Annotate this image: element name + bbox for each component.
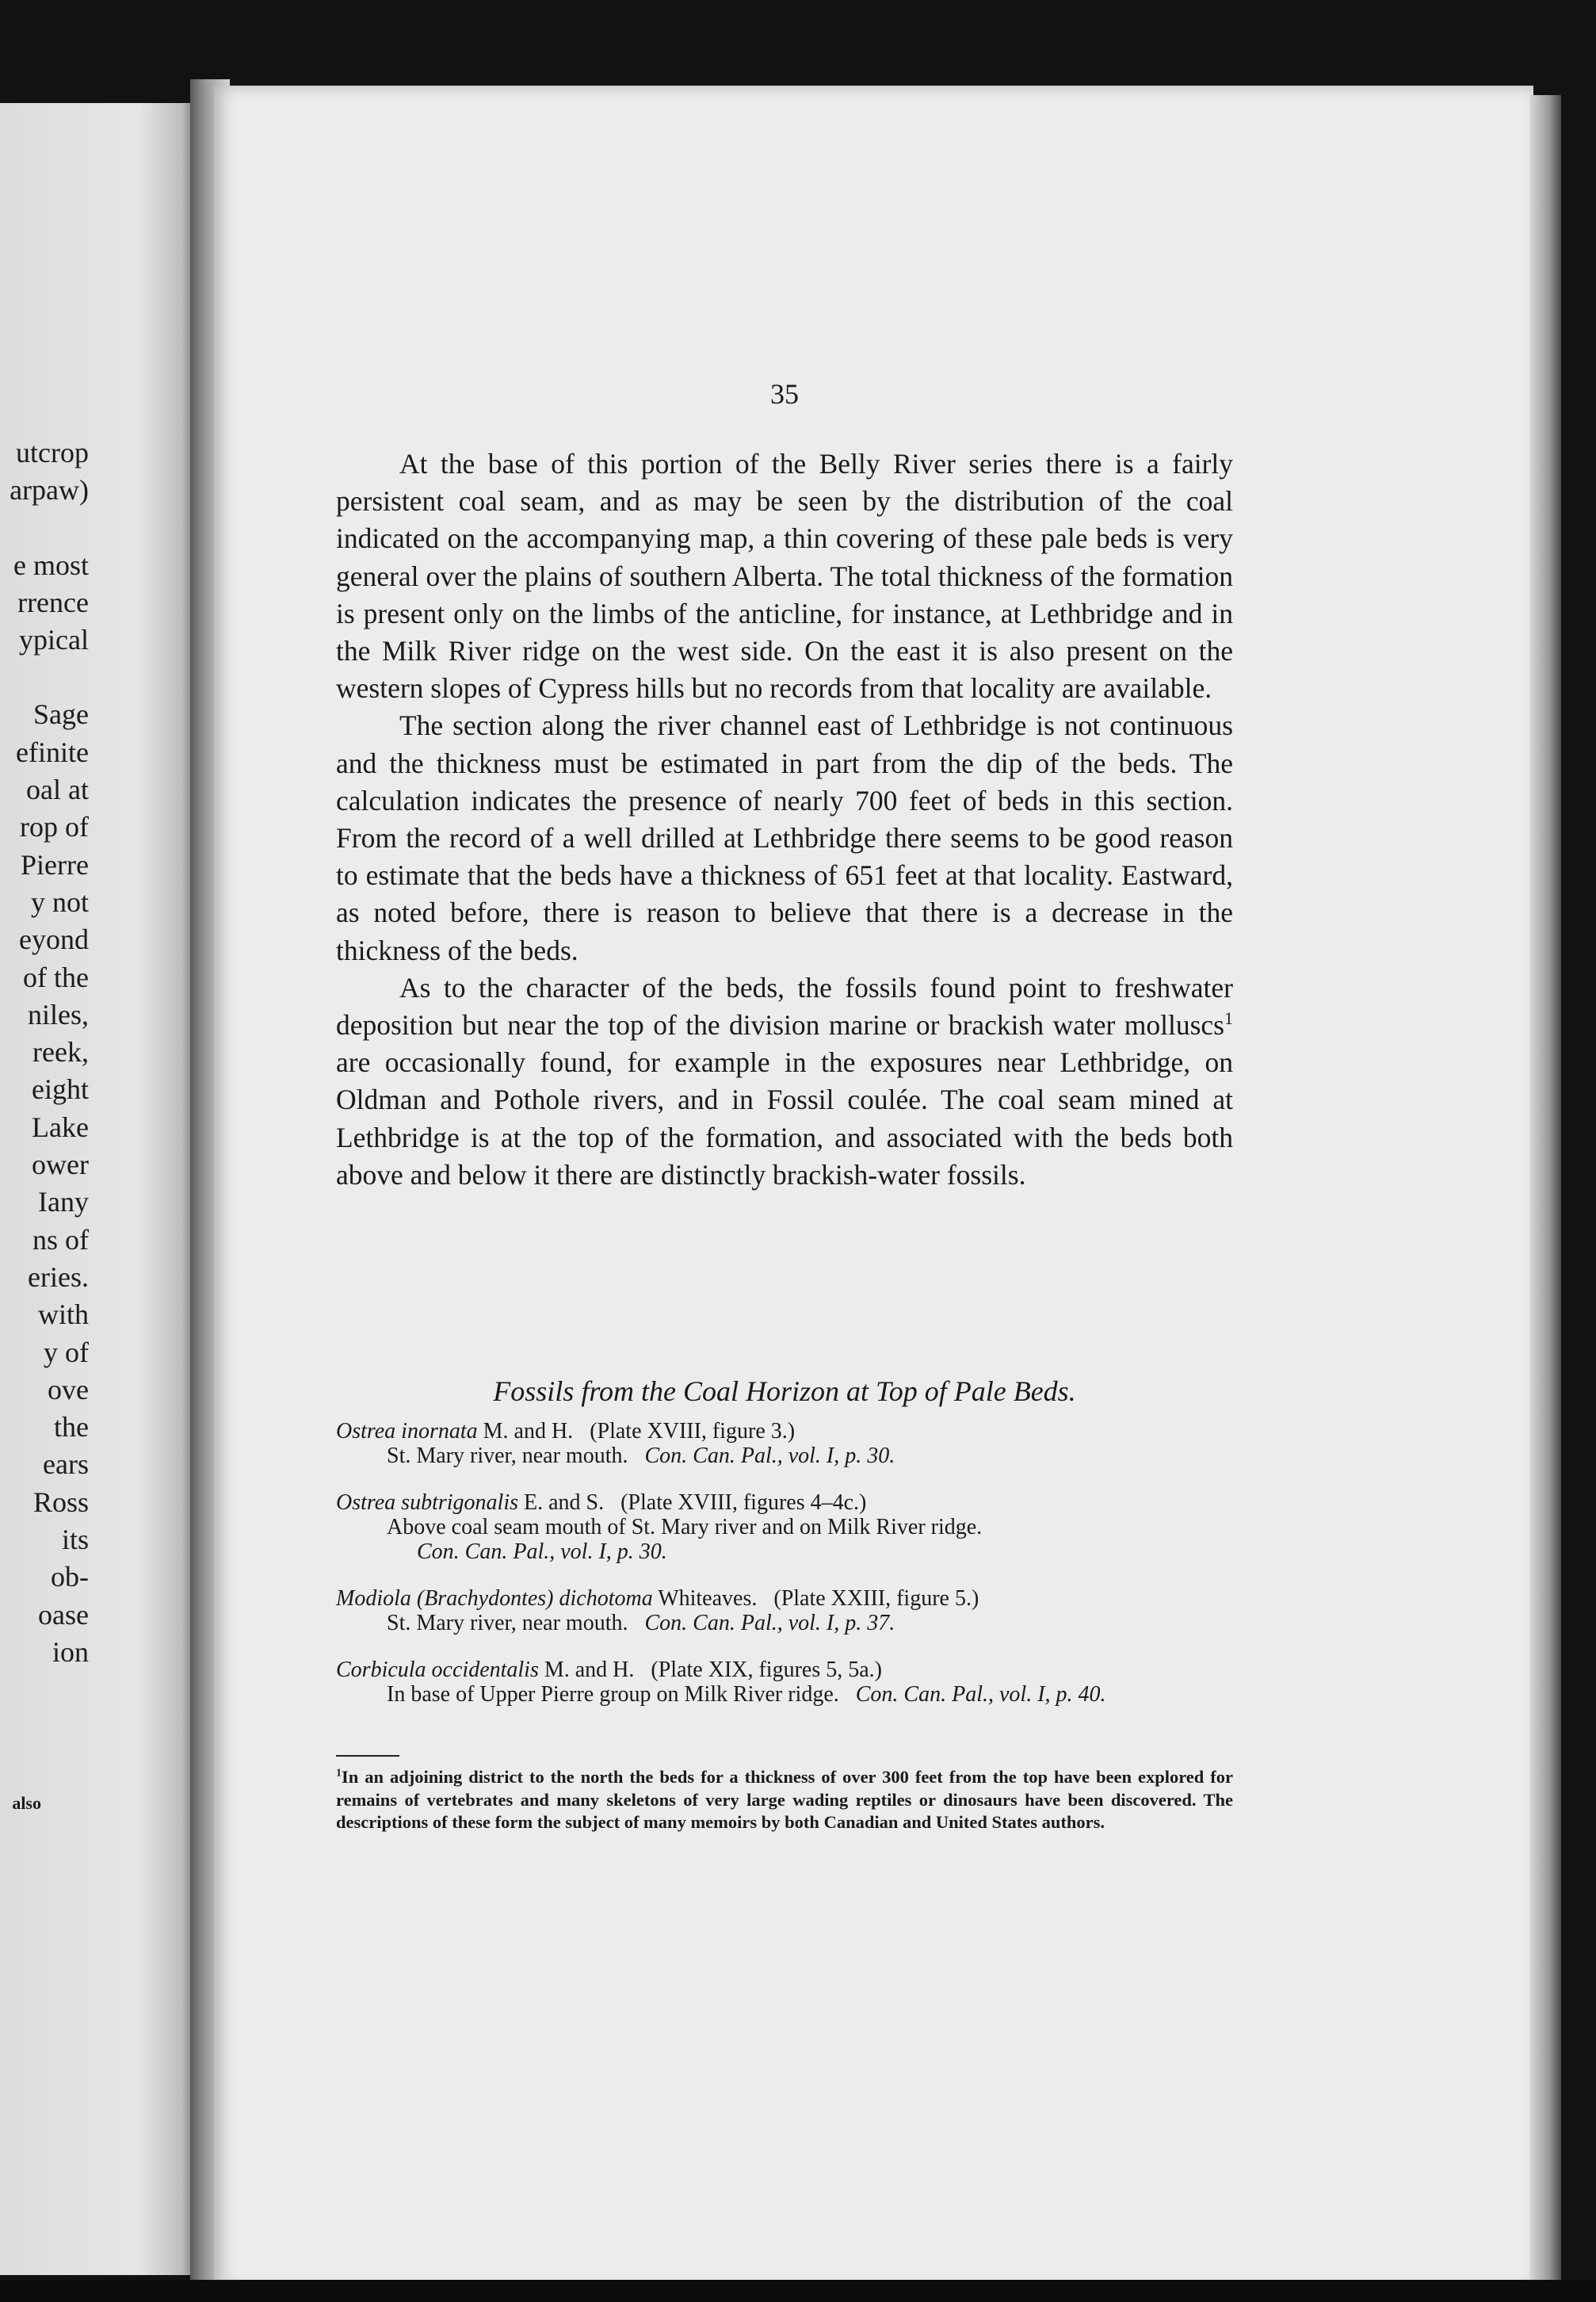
page-number: 35 <box>770 378 799 410</box>
fossil-plate: (Plate XVIII, figures 4–4c.) <box>620 1490 867 1515</box>
fossil-species: Corbicula occidentalis <box>336 1658 539 1682</box>
paragraph: At the base of this portion of the Belly River series there is a fairly persistent coal seam, and as may be seen by the distribution of the coal indicated on the accompanying map, a thin covering of these pale beds is very general over the plains of southern Alberta. The total thickness of the formation is present only on the limbs of the anticline, for instance, at Lethbridge and in the Milk River ridge on the west side. On the east it is also present on the western slopes of Cypress hills but no records from that locality are available. <box>336 448 1233 705</box>
left-page-fragment: eyond <box>19 923 89 956</box>
fossil-title-line <box>336 1586 1233 1611</box>
fossil-authors: Whiteaves. <box>652 1586 758 1611</box>
fossil-species: Modiola (Brachydontes) dichotoma <box>336 1586 653 1611</box>
left-page-fragment: y not <box>30 885 89 918</box>
left-page-fragment: Iany <box>38 1186 89 1218</box>
left-page-fragment: Sage <box>33 698 89 731</box>
fossil-title-line <box>336 1419 1233 1444</box>
fossil-locality-line <box>336 1515 1233 1539</box>
footnote-mark: 1 <box>336 1767 342 1780</box>
fossil-locality: In base of Upper Pierre group on Milk River ridge. <box>387 1682 839 1707</box>
fossil-entry <box>336 1586 1233 1635</box>
footnote <box>336 1766 1233 1834</box>
fossil-species: Ostrea inornata <box>336 1419 478 1444</box>
left-page-fragment: eight <box>32 1073 89 1106</box>
left-page-fragment: niles, <box>28 998 89 1031</box>
fossil-locality: St. Mary river, near mouth. <box>387 1611 628 1635</box>
left-page-fragment: ower <box>32 1149 89 1181</box>
fossil-entry <box>336 1419 1233 1468</box>
left-page-text-fragments <box>0 434 89 1671</box>
left-page-fragment: Lake <box>32 1111 89 1143</box>
fossil-locality-line <box>336 1682 1233 1707</box>
fossil-reference: Con. Can. Pal., vol. I, p. 30. <box>417 1539 667 1564</box>
fossil-locality-line <box>336 1444 1233 1468</box>
fossil-reference: Con. Can. Pal., vol. I, p. 40. <box>855 1682 1106 1707</box>
fossil-title-line <box>336 1490 1233 1515</box>
left-page-fragment: oase <box>38 1598 89 1631</box>
left-page-fragment: ears <box>43 1448 89 1481</box>
left-page-fragment: its <box>61 1524 89 1556</box>
left-page-fragment: of the <box>23 961 89 993</box>
footnote-rule <box>336 1755 399 1757</box>
fossil-plate: (Plate XVIII, figure 3.) <box>590 1419 796 1444</box>
paragraph: The section along the river channel east of Lethbridge is not continuous and the thickness must be estimated in part from the dip of the beds. The calculation indicates the presence of nearly 700 feet of beds in this section. From the record of a well drilled at Lethbridge there seems to be good reason to estimate that the beds have a thickness of 651 feet at that locality. Eastward, as noted before, there is reason to believe that there is a decrease in the thickness of the beds. <box>336 709 1233 966</box>
left-page-fragment: eries. <box>28 1260 89 1293</box>
paragraph-text: As to the character of the beds, the fossils found point to freshwater deposition but near the top of the division marine or brackish water molluscs <box>336 971 1233 1042</box>
left-page-fragment: with <box>37 1298 89 1331</box>
left-page-fragment: Ross <box>32 1486 89 1518</box>
left-page-fragment: oal at <box>26 774 89 806</box>
fossil-entry <box>336 1490 1233 1564</box>
left-page-fragment: ob- <box>51 1561 89 1593</box>
fossil-entry <box>336 1658 1233 1707</box>
scan-bottom-band <box>0 2280 1596 2302</box>
left-page-fragment: y of <box>44 1336 89 1368</box>
fossil-reference-line <box>336 1539 1233 1564</box>
left-page-fragment: arpaw) <box>10 474 89 507</box>
footnote-reference: 1 <box>1224 1008 1233 1029</box>
paragraph <box>336 969 1233 1194</box>
fossil-authors: E. and S. <box>518 1490 605 1515</box>
left-page-fragment: reek, <box>32 1036 89 1069</box>
left-page-footnote-fragment: also <box>12 1793 41 1813</box>
left-page-fragment: ns of <box>32 1223 89 1256</box>
fossil-locality-line <box>336 1611 1233 1635</box>
fossil-authors: M. and H. <box>538 1658 635 1682</box>
fossil-list <box>336 1419 1233 1729</box>
fragment-gap <box>0 659 89 696</box>
body-text <box>336 445 1233 1194</box>
fossil-species: Ostrea subtrigonalis <box>336 1490 518 1515</box>
left-page-fragment: the <box>54 1411 89 1444</box>
fossil-plate: (Plate XIX, figures 5, 5a.) <box>651 1658 882 1682</box>
fragment-gap <box>0 510 89 547</box>
footnote-text: In an adjoining district to the north the beds for a thickness of over 300 feet from the top have been explored for remains of vertebrates and many skeletons of very large wading reptiles or dinosaurs have been discovered. The descriptions of these form the subject of many memoirs by both Canadian and United States authors. <box>336 1767 1233 1832</box>
left-page-fragment: ove <box>48 1373 89 1405</box>
left-page-fragment: efinite <box>16 736 89 768</box>
fossils-heading: Fossils from the Coal Horizon at Top of Pale Beds. <box>493 1375 1076 1407</box>
left-page-fragment: Pierre <box>21 848 89 881</box>
fossil-reference: Con. Can. Pal., vol. I, p. 37. <box>644 1611 895 1635</box>
fossil-locality: Above coal seam mouth of St. Mary river and on Milk River ridge. <box>387 1515 983 1539</box>
left-page-fragment: utcrop <box>16 437 89 468</box>
paragraph-text: are occasionally found, for example in the exposures near Lethbridge, on Oldman and Pothole rivers, and in Fossil coulée. The coal seam mined at Lethbridge is at the top of the formation, and associated with the beds both above and below it there are distinctly brackish-water fossils. <box>336 1046 1233 1191</box>
left-page-fragment: rop of <box>20 811 89 843</box>
left-page-fragment: ypical <box>19 624 89 656</box>
fossil-title-line <box>336 1658 1233 1682</box>
right-page-edge <box>1529 95 1561 2283</box>
left-page-fragment: e most <box>13 549 89 581</box>
left-page-fragment: rrence <box>17 586 89 618</box>
fossil-locality: St. Mary river, near mouth. <box>387 1444 628 1468</box>
fossil-plate: (Plate XXIII, figure 5.) <box>773 1586 979 1611</box>
left-page-fragment: ion <box>52 1635 89 1668</box>
fossil-reference: Con. Can. Pal., vol. I, p. 30. <box>644 1444 895 1468</box>
fossil-authors: M. and H. <box>477 1419 574 1444</box>
